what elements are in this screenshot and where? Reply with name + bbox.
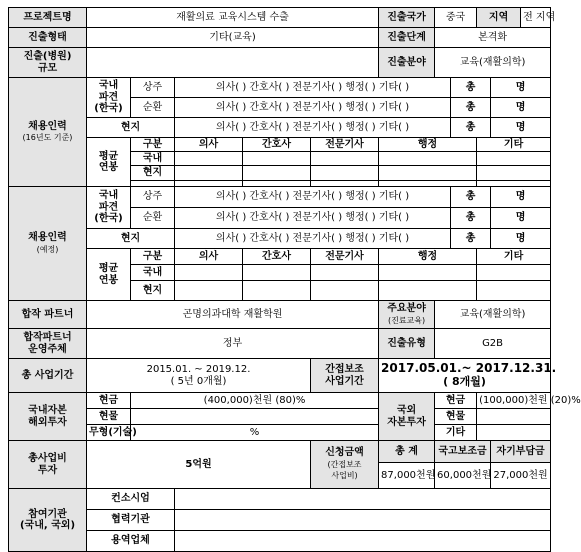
salary-header-admin: 행정 xyxy=(379,138,477,152)
main-area-value: 교육(재활의학) xyxy=(435,301,551,329)
total-budget-label: 총사업비 투자 xyxy=(9,441,87,489)
country-label: 진출국가 xyxy=(379,8,435,28)
salary-cell xyxy=(379,152,477,166)
partner-label: 합작 파트너 xyxy=(9,301,87,329)
dom-goods-value xyxy=(131,409,379,425)
salary-header-nurse: 간호사 xyxy=(243,138,311,152)
salary-header-doctor: 의사 xyxy=(175,138,243,152)
plan-rotation-label: 순환 xyxy=(131,208,175,229)
plan-salary-row-domestic: 국내 xyxy=(131,265,175,281)
salary-cell xyxy=(311,152,379,166)
service-contractor-value xyxy=(175,531,551,552)
plan-salary-header-admin: 행정 xyxy=(379,249,477,265)
cooperating-org-value xyxy=(175,510,551,531)
local-staff-line: 의사( ) 간호사( ) 전문기사( ) 행정( ) 기타( ) xyxy=(175,118,451,138)
main-area-label: 주요분야 (진료교육) xyxy=(379,301,435,329)
indirect-period-label: 간접보조 사업기간 xyxy=(311,359,379,393)
hospital-scale-label: 진출(병원) 규모 xyxy=(9,48,87,78)
salary-cell xyxy=(311,281,379,301)
sum-label: 총 계 xyxy=(379,441,435,463)
total-budget-value: 5억원 xyxy=(87,441,311,489)
rotation-label: 순환 xyxy=(131,98,175,118)
project-name-value: 재활의료 교육시스템 수출 xyxy=(87,8,379,28)
project-name-label: 프로젝트명 xyxy=(9,8,87,28)
plan-salary-row-local: 현지 xyxy=(131,281,175,301)
salary-header-etc: 기타 xyxy=(477,138,551,152)
rotation-staff-line: 의사( ) 간호사( ) 전문기사( ) 행정( ) 기타( ) xyxy=(175,98,451,118)
salary-cell xyxy=(477,265,551,281)
salary-cell xyxy=(477,281,551,301)
staff-2016-label: 채용인력 (16년도 기준) xyxy=(9,78,87,187)
salary-row-local: 현지 xyxy=(131,166,175,181)
local-total: 총 xyxy=(451,118,491,138)
foreign-goods-label: 현물 xyxy=(435,409,477,425)
foreign-etc-value xyxy=(477,425,551,441)
plan-avg-salary-label: 평균 연봉 xyxy=(87,249,131,301)
entry-stage-value: 본격화 xyxy=(435,28,551,48)
sum-value: 87,000천원 xyxy=(379,463,435,489)
foreign-cash-label: 현금 xyxy=(435,393,477,409)
operator-value: 정부 xyxy=(87,329,379,359)
plan-rotation-staff-line: 의사( ) 간호사( ) 전문기사( ) 행정( ) 기타( ) xyxy=(175,208,451,229)
entry-type-label: 진출형태 xyxy=(9,28,87,48)
foreign-goods-value xyxy=(477,409,551,425)
region-label: 지역 xyxy=(477,8,521,28)
plan-local-unit: 명 xyxy=(491,229,551,249)
plan-resident-unit: 명 xyxy=(491,187,551,208)
salary-cell xyxy=(175,281,243,301)
salary-cell xyxy=(243,281,311,301)
salary-cell xyxy=(477,152,551,166)
country-value: 중국 xyxy=(435,8,477,28)
plan-local-staff-line: 의사( ) 간호사( ) 전문기사( ) 행정( ) 기타( ) xyxy=(175,229,451,249)
participating-orgs-label: 참여기관 (국내, 국외) xyxy=(9,489,87,552)
plan-local-label: 현지 xyxy=(87,229,175,249)
total-period-value: 2015.01. ~ 2019.12. ( 5년 0개월) xyxy=(87,359,311,393)
resident-unit: 명 xyxy=(491,78,551,98)
plan-salary-header-tech: 전문기사 xyxy=(311,249,379,265)
salary-cell xyxy=(311,265,379,281)
total-period-label: 총 사업기간 xyxy=(9,359,87,393)
gov-subsidy-label: 국고보조금 xyxy=(435,441,491,463)
salary-cell xyxy=(175,166,243,181)
plan-resident-label: 상주 xyxy=(131,187,175,208)
dom-intangible-value: % xyxy=(131,425,379,441)
service-contractor-label: 용역업체 xyxy=(87,531,175,552)
salary-header-div: 구분 xyxy=(131,138,175,152)
salary-header-tech: 전문기사 xyxy=(311,138,379,152)
apply-amount-label: 신청금액 (간접보조 사업비) xyxy=(311,441,379,489)
plan-salary-header-etc: 기타 xyxy=(477,249,551,265)
entry-kind-label: 진출유형 xyxy=(379,329,435,359)
plan-resident-staff-line: 의사( ) 간호사( ) 전문기사( ) 행정( ) 기타( ) xyxy=(175,187,451,208)
local-unit: 명 xyxy=(491,118,551,138)
salary-row-domestic: 국내 xyxy=(131,152,175,166)
consortium-label: 컨소시엄 xyxy=(87,489,175,510)
salary-cell xyxy=(379,281,477,301)
region-value: 전 지역 xyxy=(521,8,551,28)
entry-field-label: 진출분야 xyxy=(379,48,435,78)
plan-salary-header-nurse: 간호사 xyxy=(243,249,311,265)
entry-kind-value: G2B xyxy=(435,329,551,359)
partner-value: 곤명의과대학 재활학원 xyxy=(87,301,379,329)
plan-salary-header-div: 구분 xyxy=(131,249,175,265)
gov-subsidy-value: 60,000천원 xyxy=(435,463,491,489)
salary-cell xyxy=(175,265,243,281)
foreign-etc-label: 기타 xyxy=(435,425,477,441)
resident-label: 상주 xyxy=(131,78,175,98)
staff-plan-label: 채용인력 (예정) xyxy=(9,187,87,301)
self-burden-label: 자기부담금 xyxy=(491,441,551,463)
foreign-capital-label: 국외 자본투자 xyxy=(379,393,435,441)
salary-cell xyxy=(379,166,477,181)
foreign-cash-value: (100,000)천원 (20)% xyxy=(477,393,551,409)
dispatch-label: 국내 파견 (한국) xyxy=(87,78,131,118)
dom-cash-value: (400,000)천원 (80)% xyxy=(131,393,379,409)
rotation-total: 총 xyxy=(451,98,491,118)
salary-cell xyxy=(243,166,311,181)
plan-resident-total: 총 xyxy=(451,187,491,208)
entry-stage-label: 진출단계 xyxy=(379,28,435,48)
project-summary-table xyxy=(8,7,581,552)
entry-field-value: 교육(재활의학) xyxy=(435,48,551,78)
operator-label: 합작파트너 운영주체 xyxy=(9,329,87,359)
plan-dispatch-label: 국내 파견 (한국) xyxy=(87,187,131,229)
salary-cell xyxy=(243,152,311,166)
domestic-capital-label: 국내자본 해외투자 xyxy=(9,393,87,441)
consortium-value xyxy=(175,489,551,510)
salary-cell xyxy=(477,166,551,181)
dom-cash-label: 현금 xyxy=(87,393,131,409)
entry-type-value: 기타(교육) xyxy=(87,28,379,48)
plan-local-total: 총 xyxy=(451,229,491,249)
resident-total: 총 xyxy=(451,78,491,98)
salary-cell xyxy=(243,265,311,281)
indirect-period-value: 2017.05.01.~ 2017.12.31. ( 8개월) xyxy=(379,359,551,393)
plan-rotation-unit: 명 xyxy=(491,208,551,229)
salary-cell xyxy=(175,152,243,166)
rotation-unit: 명 xyxy=(491,98,551,118)
dom-goods-label: 현물 xyxy=(87,409,131,425)
self-burden-value: 27,000천원 xyxy=(491,463,551,489)
cooperating-org-label: 협력기관 xyxy=(87,510,175,531)
salary-cell xyxy=(379,265,477,281)
local-label: 현지 xyxy=(87,118,175,138)
salary-cell xyxy=(311,166,379,181)
plan-salary-header-doctor: 의사 xyxy=(175,249,243,265)
avg-salary-label: 평균 연봉 xyxy=(87,138,131,187)
dom-intangible-label: 무형(기술) xyxy=(87,425,131,441)
plan-rotation-total: 총 xyxy=(451,208,491,229)
resident-staff-line: 의사( ) 간호사( ) 전문기사( ) 행정( ) 기타( ) xyxy=(175,78,451,98)
hospital-scale-value xyxy=(87,48,379,78)
